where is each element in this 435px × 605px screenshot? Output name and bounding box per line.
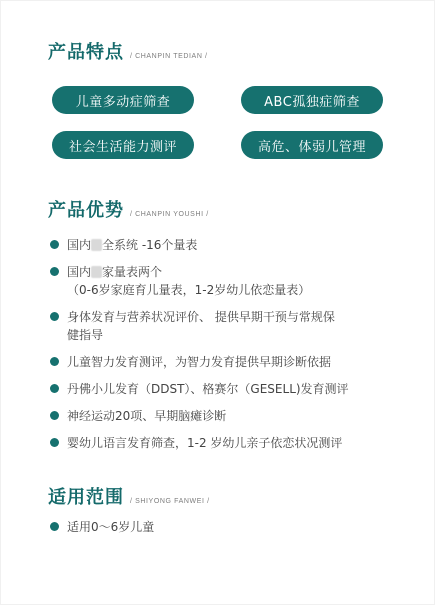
bullet-icon (50, 411, 59, 420)
scope-heading (48, 483, 210, 509)
scope-title: 适用范围 (48, 487, 124, 508)
bullet-icon (50, 240, 59, 249)
feature-pill-social: 社会生活能力测评 (52, 131, 194, 159)
feature-pill-adhd: 儿童多动症筛查 (52, 86, 194, 114)
feature-pill-highrisk: 高危、体弱儿管理 (241, 131, 383, 159)
scope-list (50, 518, 154, 536)
bullet-icon (50, 438, 59, 447)
bullet-icon (50, 267, 59, 276)
scope-subtitle: / SHIYONG FANWEI / (130, 498, 210, 505)
features-heading (48, 38, 208, 64)
features-subtitle: / CHANPIN TEDIAN / (130, 53, 208, 60)
list-item: 儿童智力发育测评，为智力发育提供早期诊断依据 (50, 353, 349, 371)
list-item: 适用0～6岁儿童 (50, 518, 154, 536)
bullet-icon (50, 357, 59, 366)
list-item: 丹佛小儿发育（DDST）、格赛尔（GESELL)发育测评 (50, 380, 349, 398)
bullet-icon (50, 312, 59, 321)
advantages-list (50, 236, 349, 452)
redacted-mark (91, 266, 102, 278)
feature-pill-autism: ABC孤独症筛查 (241, 86, 383, 114)
advantages-title: 产品优势 (48, 200, 124, 221)
advantages-heading (48, 196, 209, 222)
advantages-subtitle: / CHANPIN YOUSHI / (130, 211, 209, 218)
list-item: 婴幼儿语言发育筛查，1-2 岁幼儿亲子依恋状况测评 (50, 434, 349, 452)
list-item: 国内 全系统 -16个量表 (50, 236, 349, 254)
bullet-icon (50, 522, 59, 531)
list-item: 神经运动20项、早期脑瘫诊断 (50, 407, 349, 425)
list-item: 国内 家量表两个 （0-6岁家庭育儿量表，1-2岁幼儿依恋量表） (50, 263, 349, 299)
redacted-mark (91, 239, 102, 251)
bullet-icon (50, 384, 59, 393)
features-title: 产品特点 (48, 42, 124, 63)
list-item: 身体发育与营养状况评价、 提供早期干预与常规保 健指导 (50, 308, 349, 344)
